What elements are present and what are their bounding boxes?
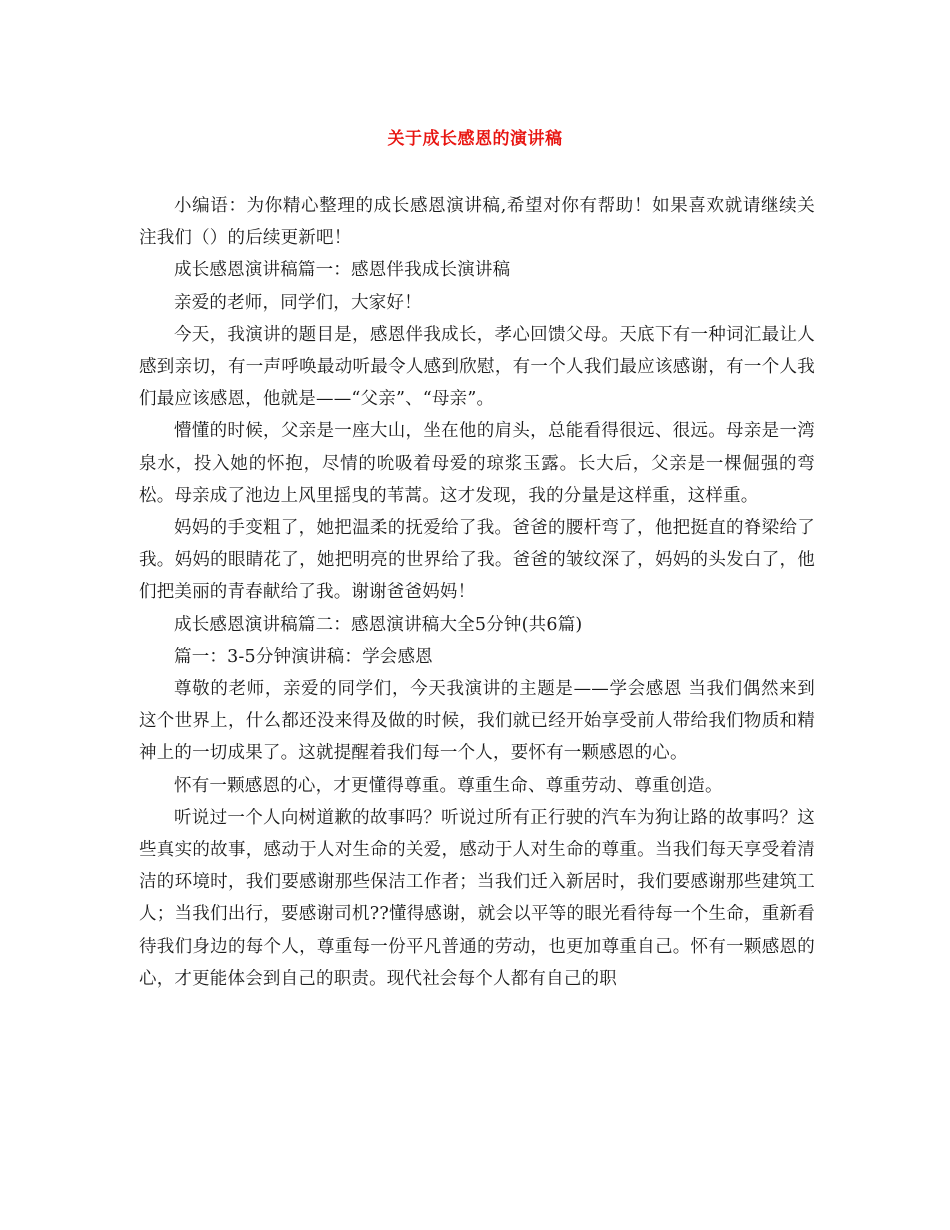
document-title: 关于成长感恩的演讲稿 <box>387 129 563 149</box>
paragraph-subsection-heading: 篇一：3-5分钟演讲稿：学会感恩 <box>174 646 433 667</box>
paragraph-section-one-heading: 成长感恩演讲稿篇一：感恩伴我成长演讲稿 <box>174 260 511 281</box>
paragraph-parents-sacrifice: 妈妈的手变粗了，她把温柔的抚爱给了我。爸爸的腰杆弯了，他把挺直的脊梁给了我。妈妈的眼睛花了，她把明亮的世界给了我。爸爸的皱纹深了，妈妈的头发白了，他们把美丽的青春献给了我。谢谢爸爸妈妈！ <box>139 518 815 603</box>
paragraph-parents-metaphor: 懵懂的时候，父亲是一座大山，坐在他的肩头，总能看得很远、很远。母亲是一湾泉水，投入她的怀抱，尽情的吮吸着母爱的琼浆玉露。长大后，父亲是一棵倔强的弯松。母亲成了池边上风里摇曳的苇蒿。这才发现，我的分量是这样重，这样重。 <box>139 421 815 506</box>
paragraph-intro: 小编语：为你精心整理的成长感恩演讲稿,希望对你有帮助！如果喜欢就请继续关注我们（）的后续更新吧！ <box>139 196 815 249</box>
paragraph-respect: 怀有一颗感恩的心，才更懂得尊重。尊重生命、尊重劳动、尊重创造。 <box>174 775 723 796</box>
paragraph-greeting: 亲爱的老师，同学们，大家好！ <box>174 292 422 313</box>
document-body <box>139 190 815 995</box>
paragraph-topic: 今天，我演讲的题目是，感恩伴我成长，孝心回馈父母。天底下有一种词汇最让人感到亲切，有一声呼唤最动听最令人感到欣慰，有一个人我们最应该感谢，有一个人我们最应该感恩，他就是——“父亲”、“母亲”。 <box>139 324 815 410</box>
paragraph-stories: 听说过一个人向树道歉的故事吗？听说过所有正行驶的汽车为狗让路的故事吗？这些真实的故事，感动于人对生命的关爱，感动于人对生命的尊重。当我们每天享受着清洁的环境时，我们要感谢那些保洁工作者；当我们迁入新居时，我们要感谢那些建筑工人；当我们出行，要感谢司机??懂得感谢，就会以平等的眼光看待每一个生命，重新看待我们身边的每个人，尊重每一份平凡普通的劳动，也更加尊重自己。怀有一颗感恩的心，才更能体会到自己的职责。现代社会每个人都有自己的职 <box>139 807 815 989</box>
paragraph-section-two-heading: 成长感恩演讲稿篇二：感恩演讲稿大全5分钟(共6篇) <box>174 614 583 635</box>
paragraph-learn-gratitude: 尊敬的老师，亲爱的同学们，今天我演讲的主题是——学会感恩 当我们偶然来到这个世界上，什么都还没来得及做的时候，我们就已经开始享受前人带给我们物质和精神上的一切成果了。这就提醒着我们每一个人，要怀有一颗感恩的心。 <box>139 679 815 764</box>
